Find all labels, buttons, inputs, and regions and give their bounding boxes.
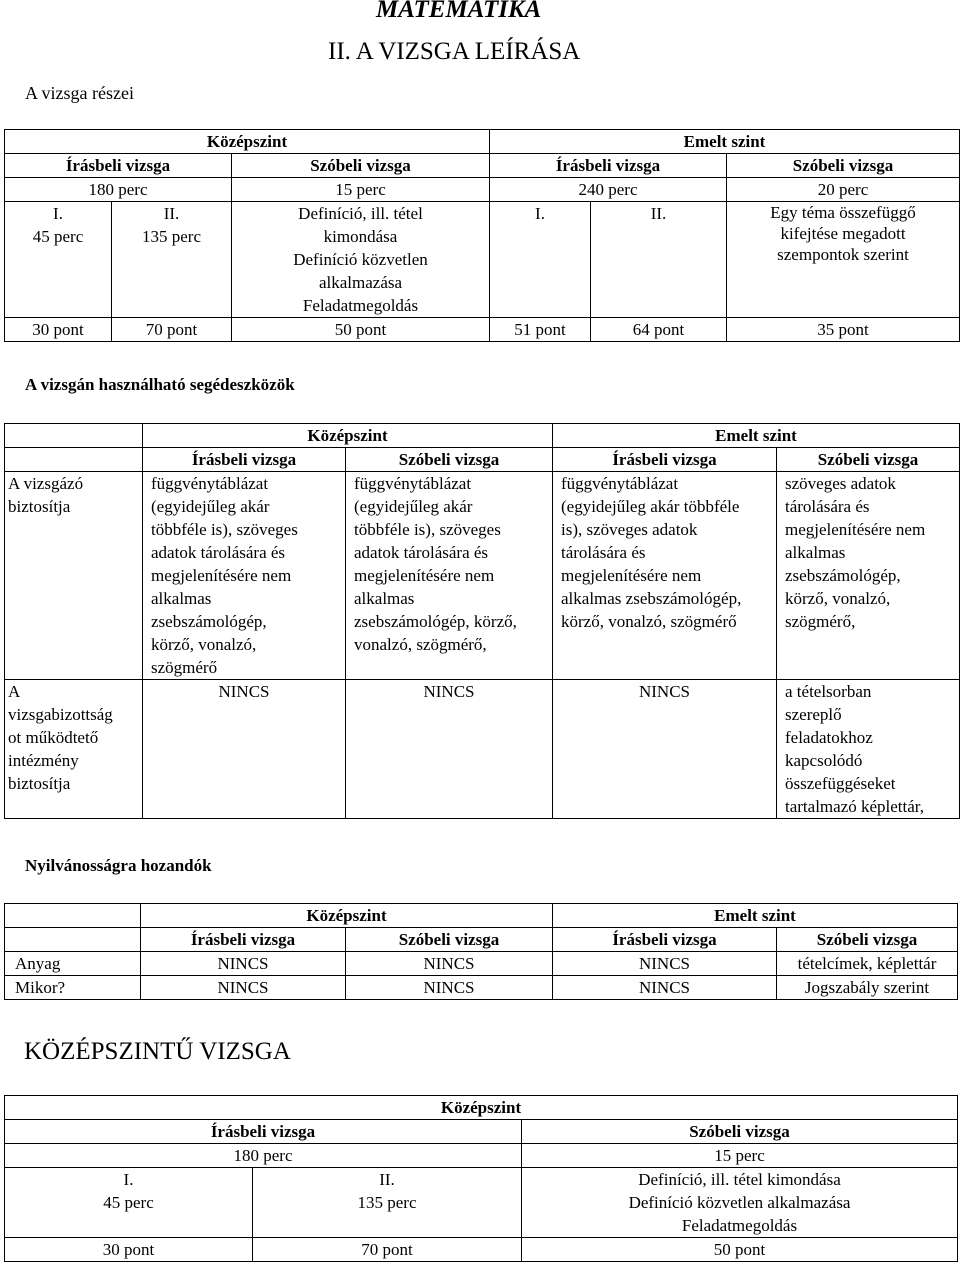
page-title: MATEMATIKA [376, 0, 542, 23]
time-cell: 15 perc [522, 1144, 958, 1168]
text-line: adatok tárolására és [151, 543, 286, 562]
empty-cell [5, 448, 143, 472]
text-line: A vizsgázó [8, 474, 84, 493]
text-line: függvénytáblázat [354, 474, 472, 493]
header-irasbeli: Írásbeli vizsga [553, 448, 777, 472]
points-cell: 51 pont [490, 318, 591, 342]
text-line: tárolására és [785, 497, 870, 516]
text-line: alkalmas [354, 589, 415, 608]
header-szobeli: Szóbeli vizsga [777, 448, 960, 472]
table-row [5, 904, 958, 928]
header-irasbeli: Írásbeli vizsga [5, 154, 232, 178]
text-line: (egyidejűleg akár [151, 497, 270, 516]
text-line: Definíció közvetlen [293, 250, 428, 269]
section-title-exam-parts: A vizsga részei [25, 83, 134, 103]
text-line: alkalmas [151, 589, 212, 608]
empty-cell [5, 424, 143, 448]
text-line: biztosítja [8, 497, 71, 516]
text-line: többféle is), szöveges [354, 520, 501, 539]
text-line: zsebszámológép, [151, 612, 267, 631]
header-kozepszint: Középszint [5, 130, 490, 154]
header-kozepszint: Középszint [143, 424, 553, 448]
section-title-tools: A vizsgán használható segédeszközök [25, 375, 295, 394]
text-line: Egy téma összefüggő [770, 203, 916, 222]
part-time: 45 perc [103, 1193, 154, 1212]
text-line: kifejtése megadott [780, 224, 906, 243]
text-line: adatok tárolására és [354, 543, 489, 562]
header-irasbeli: Írásbeli vizsga [553, 928, 777, 952]
tools-cell [553, 472, 777, 680]
text-line: szögmérő, [785, 612, 856, 631]
text-line: (egyidejűleg akár többféle [561, 497, 740, 516]
nincs-cell: NINCS [346, 976, 553, 1000]
text-line: ot működtető [8, 728, 99, 747]
text-line: kimondása [323, 227, 398, 246]
table-row [5, 472, 960, 680]
text-line: a tételsorban [785, 682, 872, 701]
text-line: többféle is), szöveges [151, 520, 298, 539]
nincs-cell: NINCS [553, 976, 777, 1000]
time-cell: 180 perc [5, 178, 232, 202]
public-table [4, 903, 958, 1000]
tools-cell [346, 472, 553, 680]
header-irasbeli: Írásbeli vizsga [143, 448, 346, 472]
header-irasbeli: Írásbeli vizsga [490, 154, 727, 178]
table-row [5, 1120, 958, 1144]
part-label: II. [163, 204, 180, 223]
header-irasbeli: Írásbeli vizsga [5, 1120, 522, 1144]
text-line: is), szöveges adatok [561, 520, 698, 539]
part-label: I. [123, 1170, 134, 1189]
text-line: függvénytáblázat [561, 474, 679, 493]
text-line: Definíció közvetlen alkalmazása [628, 1193, 851, 1212]
table-row [5, 202, 960, 318]
row-label-institution [5, 680, 143, 819]
time-cell: 20 perc [727, 178, 960, 202]
header-kozepszint: Középszint [141, 904, 553, 928]
text-line: alkalmazása [318, 273, 403, 292]
table-row [5, 130, 960, 154]
page-subtitle: II. A VIZSGA LEÍRÁSA [328, 38, 581, 65]
text-line: szereplő [785, 705, 842, 724]
header-szobeli: Szóbeli vizsga [232, 154, 490, 178]
table-row [5, 952, 958, 976]
header-emelt-szint: Emelt szint [490, 130, 960, 154]
text-line: A [8, 682, 21, 701]
text-line: zsebszámológép, [785, 566, 901, 585]
tools-cell [143, 472, 346, 680]
nincs-cell: NINCS [141, 952, 346, 976]
time-cell: 240 perc [490, 178, 727, 202]
table-row [5, 448, 960, 472]
nincs-cell: NINCS [553, 680, 777, 819]
text-line: Definíció, ill. tétel kimondása [638, 1170, 841, 1189]
text-line: alkalmas [785, 543, 846, 562]
oral-emelt-cell [727, 202, 960, 318]
value-cell: Jogszabály szerint [777, 976, 958, 1000]
part-cell [5, 1168, 253, 1238]
part-cell [112, 202, 232, 318]
table-row [5, 1168, 958, 1238]
part-time: 45 perc [32, 227, 84, 246]
text-line: intézmény [8, 751, 79, 770]
nincs-cell: NINCS [346, 952, 553, 976]
table-row [5, 154, 960, 178]
text-line: Definíció, ill. tétel [298, 204, 423, 223]
table-row [5, 928, 958, 952]
tools-cell [777, 472, 960, 680]
text-line: megjelenítésére nem [151, 566, 292, 585]
time-cell: 15 perc [232, 178, 490, 202]
table-row [5, 424, 960, 448]
text-line: körző, vonalzó, szögmérő [561, 612, 737, 631]
part-cell: II. [591, 202, 727, 318]
part-time: 135 perc [357, 1193, 417, 1212]
nincs-cell: NINCS [553, 952, 777, 976]
points-cell: 50 pont [232, 318, 490, 342]
header-emelt-szint: Emelt szint [553, 904, 958, 928]
header-szobeli: Szóbeli vizsga [346, 928, 553, 952]
text-line: Feladatmegoldás [681, 1216, 798, 1235]
table-row [5, 1238, 958, 1262]
table-row [5, 318, 960, 342]
table-row [5, 680, 960, 819]
table-row [5, 1096, 958, 1120]
text-line: kapcsolódó [785, 751, 863, 770]
text-line: szögmérő [151, 658, 218, 677]
value-cell: tételcímek, képlettár [777, 952, 958, 976]
part-time: 135 perc [141, 227, 201, 246]
nincs-cell: NINCS [143, 680, 346, 819]
text-line: megjelenítésére nem [354, 566, 495, 585]
table-row [5, 1144, 958, 1168]
text-line: körző, vonalzó, [785, 589, 891, 608]
points-cell: 30 pont [5, 318, 112, 342]
text-line: összefüggéseket [785, 774, 896, 793]
empty-cell [5, 928, 141, 952]
exam-parts-table [4, 129, 960, 342]
header-irasbeli: Írásbeli vizsga [141, 928, 346, 952]
text-line: vonalzó, szögmérő, [354, 635, 487, 654]
part-label: II. [379, 1170, 395, 1189]
text-line: feladatokhoz [785, 728, 873, 747]
text-line: megjelenítésére nem [561, 566, 702, 585]
kozepszint-table [4, 1095, 958, 1262]
header-kozepszint: Középszint [5, 1096, 958, 1120]
part-label: I. [53, 204, 63, 223]
nincs-cell: NINCS [346, 680, 553, 819]
table-row [5, 976, 958, 1000]
row-label-anyag: Anyag [5, 952, 141, 976]
text-line: szöveges adatok [785, 474, 896, 493]
row-label-examinee [5, 472, 143, 680]
section-title-kozepszint: KÖZÉPSZINTŰ VIZSGA [24, 1038, 291, 1065]
text-line: megjelenítésére nem [785, 520, 926, 539]
header-emelt-szint: Emelt szint [553, 424, 960, 448]
part-cell: I. [490, 202, 591, 318]
text-line: alkalmas zsebszámológép, [561, 589, 742, 608]
text-line: (egyidejűleg akár [354, 497, 473, 516]
tools-table [4, 423, 960, 819]
header-szobeli: Szóbeli vizsga [777, 928, 958, 952]
nincs-cell: NINCS [141, 976, 346, 1000]
text-line: szempontok szerint [777, 245, 909, 264]
text-line: függvénytáblázat [151, 474, 269, 493]
text-line: tárolására és [561, 543, 646, 562]
tools-cell [777, 680, 960, 819]
table-row [5, 178, 960, 202]
points-cell: 30 pont [5, 1238, 253, 1262]
text-line: vizsgabizottság [8, 705, 113, 724]
part-cell [5, 202, 112, 318]
header-szobeli: Szóbeli vizsga [346, 448, 553, 472]
text-line: zsebszámológép, körző, [354, 612, 517, 631]
oral-parts-cell [522, 1168, 958, 1238]
text-line: tartalmazó képlettár, [785, 797, 925, 816]
points-cell: 64 pont [591, 318, 727, 342]
text-line: Feladatmegoldás [302, 296, 419, 315]
text-line: biztosítja [8, 774, 71, 793]
text-line: körző, vonalzó, [151, 635, 257, 654]
oral-parts-cell [232, 202, 490, 318]
points-cell: 70 pont [253, 1238, 522, 1262]
header-szobeli: Szóbeli vizsga [522, 1120, 958, 1144]
empty-cell [5, 904, 141, 928]
part-cell [253, 1168, 522, 1238]
points-cell: 50 pont [522, 1238, 958, 1262]
row-label-mikor: Mikor? [5, 976, 141, 1000]
points-cell: 35 pont [727, 318, 960, 342]
section-title-public: Nyilvánosságra hozandók [25, 856, 212, 875]
time-cell: 180 perc [5, 1144, 522, 1168]
points-cell: 70 pont [112, 318, 232, 342]
header-szobeli: Szóbeli vizsga [727, 154, 960, 178]
